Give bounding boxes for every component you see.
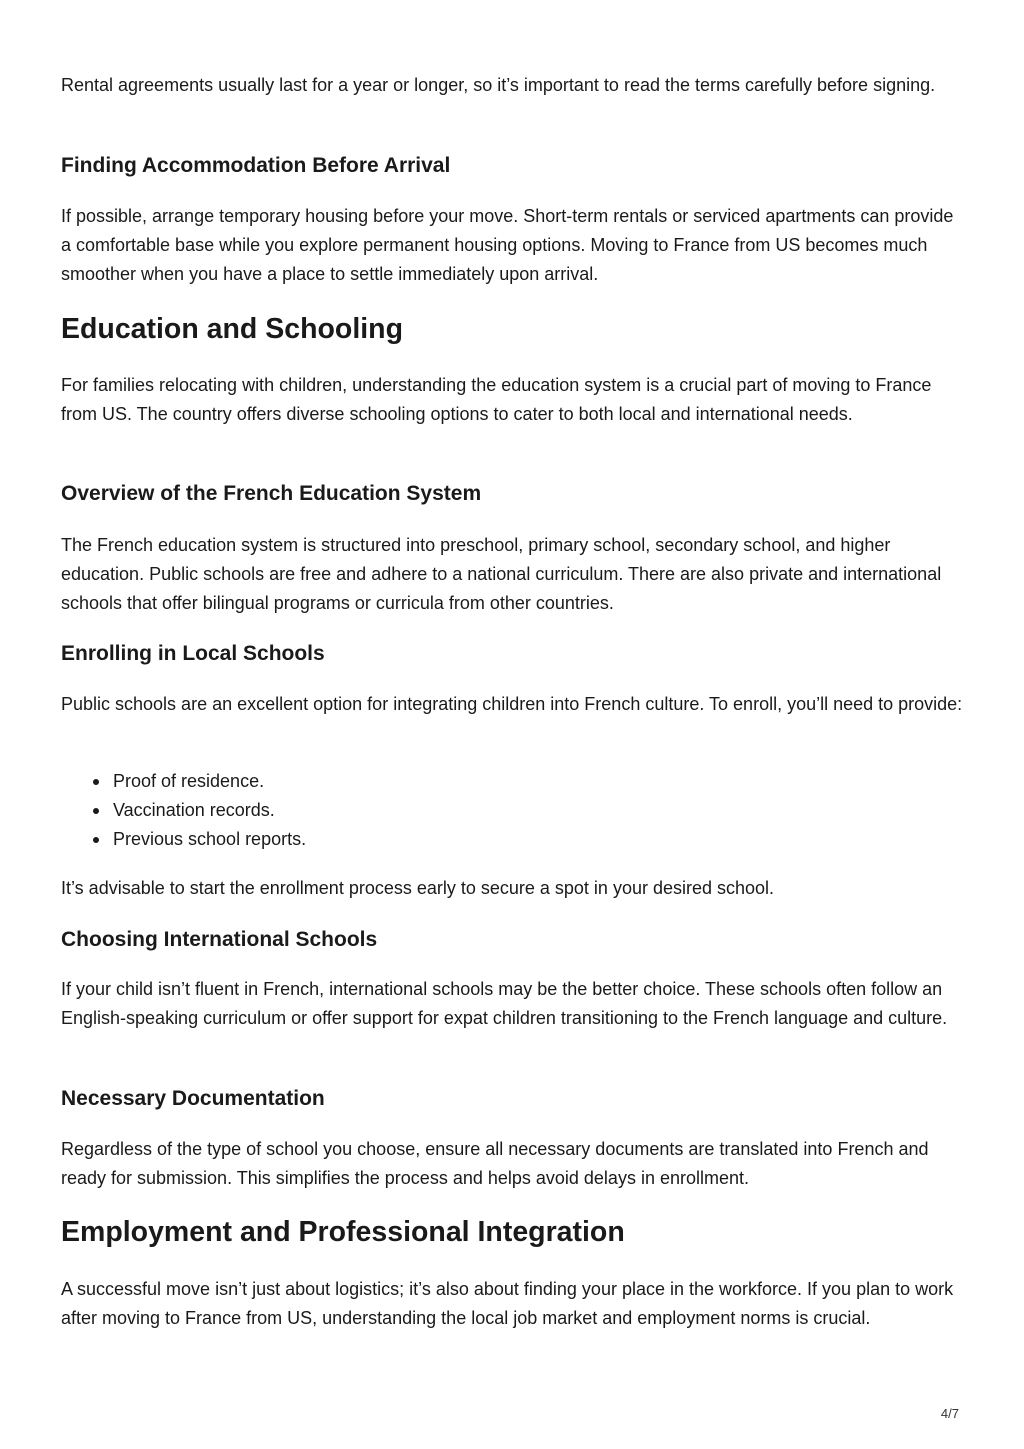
heading-finding-accommodation: Finding Accommodation Before Arrival: [61, 154, 451, 177]
heading-international: Choosing International Schools: [61, 928, 378, 951]
list-item: Previous school reports.: [61, 825, 966, 854]
requirements-list: [61, 767, 966, 854]
paragraph-finding-accommodation: If possible, arrange temporary housing before your move. Short-term rentals or serviced apartments can provide a comfortable base while you explore permanent housing options. Moving to France from US becomes much smoother when you have a place to settle immediately upon arrival.: [61, 206, 954, 284]
paragraph-international: If your child isn’t fluent in French, international schools may be the better choice. These schools often follow an English-speaking curriculum or offer support for expat children transitioning to the French language and culture.: [61, 979, 948, 1028]
paragraph-enrolling-after: It’s advisable to start the enrollment process early to secure a spot in your desired school.: [61, 878, 775, 898]
paragraph-education: For families relocating with children, understanding the education system is a crucial part of moving to France from US. The country offers diverse schooling options to cater to both local and international needs.: [61, 375, 932, 424]
list-item: Proof of residence.: [61, 767, 966, 796]
heading-overview: Overview of the French Education System: [61, 482, 482, 505]
heading-enrolling: Enrolling in Local Schools: [61, 642, 325, 665]
list-item: Vaccination records.: [61, 796, 966, 825]
paragraph-employment: A successful move isn’t just about logistics; it’s also about finding your place in the workforce. If you plan to work after moving to France from US, understanding the local job market and employment norms is crucial.: [61, 1279, 954, 1328]
heading-documentation: Necessary Documentation: [61, 1087, 325, 1110]
paragraph-enrolling: Public schools are an excellent option for integrating children into French culture. To enroll, you’ll need to provide:: [61, 694, 963, 714]
page-number: 4/7: [940, 1406, 959, 1421]
paragraph-overview: The French education system is structured into preschool, primary school, secondary school, and higher education. Public schools are free and adhere to a national curriculum. There are also private and international schools that offer bilingual programs or curricula from other countries.: [61, 535, 942, 613]
heading-education: Education and Schooling: [61, 313, 403, 345]
heading-employment: Employment and Professional Integration: [61, 1216, 625, 1248]
paragraph-documentation: Regardless of the type of school you choose, ensure all necessary documents are translated into French and ready for submission. This simplifies the process and helps avoid delays in enrollment.: [61, 1139, 929, 1188]
intro-paragraph: Rental agreements usually last for a year or longer, so it’s important to read the terms carefully before signing.: [61, 75, 936, 95]
